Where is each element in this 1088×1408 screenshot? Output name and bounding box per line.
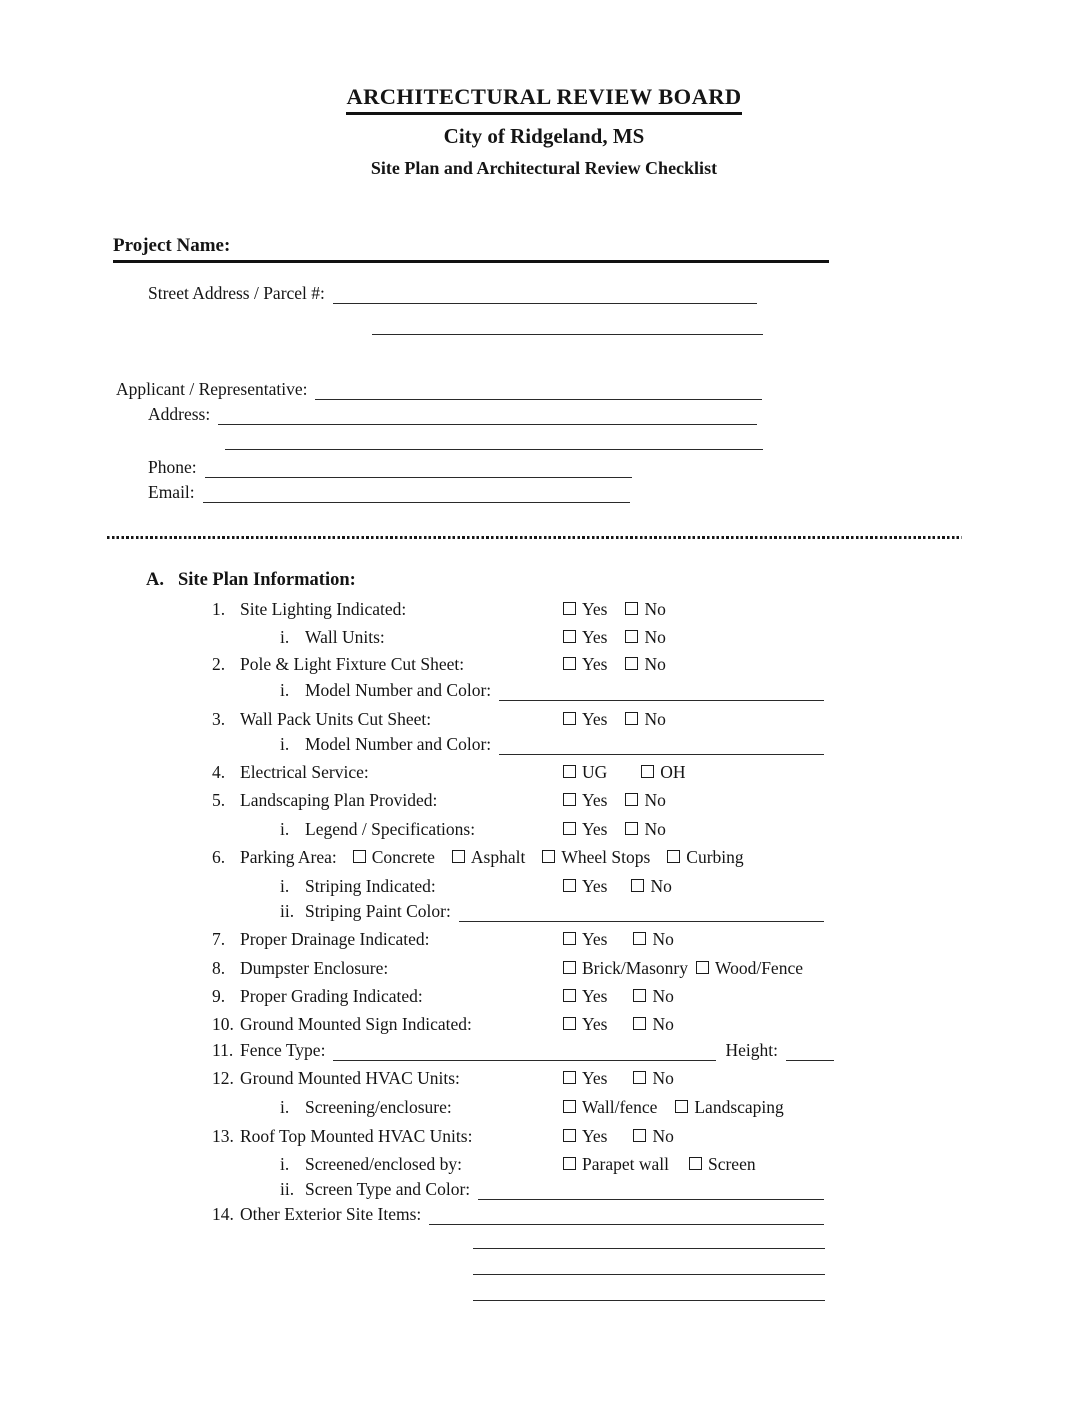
option-group [563, 928, 674, 950]
checklist-row-5 [0, 708, 666, 730]
option-group [563, 1125, 674, 1147]
checkbox-icon[interactable] [563, 961, 576, 974]
item-number: 11. [212, 1040, 234, 1060]
fill-in-field[interactable] [499, 679, 824, 701]
continuation-line[interactable] [473, 1240, 825, 1249]
option-label: No [644, 790, 666, 810]
checkbox-option-concrete[interactable] [353, 846, 435, 868]
checkbox-option-no[interactable] [625, 626, 665, 648]
checklist-row-12-sub [0, 900, 824, 922]
checkbox-option-no[interactable] [633, 1125, 673, 1147]
option-label: No [650, 876, 672, 896]
option-group [563, 875, 672, 897]
option-group [563, 626, 666, 648]
option-label: No [644, 599, 666, 619]
item-number: 1. [212, 599, 226, 619]
checkbox-option-yes[interactable] [563, 928, 607, 950]
checkbox-option-no[interactable] [625, 789, 665, 811]
checkbox-option-no[interactable] [633, 928, 673, 950]
checkbox-icon[interactable] [633, 1017, 646, 1030]
phone-row [148, 456, 632, 478]
item-number: 14. [212, 1204, 234, 1224]
checklist-row-14 [0, 957, 803, 979]
item-number: i. [280, 734, 290, 754]
street-address-field-2[interactable] [372, 312, 763, 335]
item-label: Wall Units: [305, 627, 385, 647]
checkbox-icon[interactable] [563, 712, 576, 725]
checkbox-icon[interactable] [633, 932, 646, 945]
checkbox-icon[interactable] [563, 1100, 576, 1113]
checkbox-icon[interactable] [633, 1129, 646, 1142]
item-label: Screen Type and Color: [305, 1179, 471, 1199]
option-group [563, 957, 803, 979]
checkbox-option-landscaping[interactable] [675, 1096, 783, 1118]
checkbox-option-no[interactable] [633, 1067, 673, 1089]
item-number: i. [280, 627, 290, 647]
item-label: Other Exterior Site Items: [240, 1204, 422, 1224]
option-label: Wood/Fence [714, 958, 803, 978]
option-label: No [644, 627, 666, 647]
checklist-subtitle: Site Plan and Architectural Review Checklist [370, 158, 718, 178]
option-label: Yes [582, 929, 608, 949]
item-number: 13. [212, 1126, 234, 1146]
checkbox-option-no[interactable] [625, 598, 665, 620]
checkbox-icon[interactable] [625, 630, 638, 643]
item-number: 10. [212, 1014, 234, 1034]
checkbox-option-wall-fence[interactable] [563, 1096, 657, 1118]
checkbox-option-yes[interactable] [563, 875, 607, 897]
option-label: Screen [707, 1154, 756, 1174]
option-group [563, 653, 666, 675]
fill-in-field[interactable] [333, 1039, 715, 1061]
option-label: Yes [582, 819, 608, 839]
checkbox-option-no[interactable] [633, 985, 673, 1007]
option-label: Wall/fence [582, 1097, 658, 1117]
checklist-row-22-sub [0, 1178, 824, 1200]
applicant-field[interactable] [315, 378, 762, 400]
item-label: Fence Type: [240, 1040, 326, 1060]
checklist-row-6-sub [0, 733, 824, 755]
option-group [563, 1013, 674, 1035]
option-label: Concrete [371, 847, 435, 867]
applicant-label: Applicant / Representative: [116, 379, 308, 399]
checkbox-option-yes[interactable] [563, 598, 607, 620]
item-number: 8. [212, 958, 226, 978]
checkbox-icon[interactable] [563, 1129, 576, 1142]
item-number: i. [280, 1097, 290, 1117]
checkbox-option-no[interactable] [633, 1013, 673, 1035]
item-label: Striping Paint Color: [305, 901, 451, 921]
checkbox-icon[interactable] [563, 793, 576, 806]
option-label: No [652, 1126, 674, 1146]
continuation-line[interactable] [473, 1292, 825, 1301]
option-label: UG [582, 762, 608, 782]
checkbox-option-no[interactable] [625, 818, 665, 840]
item-number: 9. [212, 986, 226, 1006]
checkbox-option-asphalt[interactable] [452, 846, 525, 868]
checkbox-icon[interactable] [633, 1071, 646, 1084]
page-title-row [0, 84, 1088, 115]
email-row [148, 481, 630, 503]
item-number: 5. [212, 790, 226, 810]
option-label: Parapet wall [582, 1154, 669, 1174]
checkbox-option-yes[interactable] [563, 653, 607, 675]
checkbox-icon[interactable] [696, 961, 709, 974]
item-number: ii. [280, 901, 295, 921]
checkbox-icon[interactable] [689, 1157, 702, 1170]
phone-label: Phone: [148, 457, 197, 477]
fill-in-field[interactable] [459, 900, 824, 922]
option-group [563, 761, 686, 783]
checklist-row-7 [0, 761, 686, 783]
section-title: Site Plan Information: [178, 570, 356, 590]
option-group [563, 1153, 756, 1175]
checklist-row-1 [0, 598, 666, 620]
item-label: Electrical Service: [240, 762, 369, 782]
item-label: Screening/enclosure: [305, 1097, 452, 1117]
fill-in-field[interactable] [429, 1203, 824, 1225]
city-subtitle: City of Ridgeland, MS [443, 124, 645, 148]
checkbox-option-no[interactable] [631, 875, 671, 897]
checklist-row-23 [0, 1203, 824, 1225]
option-label: Yes [582, 599, 608, 619]
item-number: 3. [212, 709, 226, 729]
item-label: Ground Mounted HVAC Units: [240, 1068, 460, 1088]
fill-in-field[interactable] [786, 1039, 834, 1061]
option-label: No [652, 1014, 674, 1034]
phone-field[interactable] [205, 456, 632, 478]
project-name-row [113, 234, 829, 263]
checklist-row-13 [0, 928, 674, 950]
option-label: Yes [582, 876, 608, 896]
item-label: Dumpster Enclosure: [240, 958, 389, 978]
checkbox-icon[interactable] [641, 765, 654, 778]
checkbox-icon[interactable] [563, 1071, 576, 1084]
email-label: Email: [148, 482, 195, 502]
page-title: ARCHITECTURAL REVIEW BOARD [346, 84, 741, 115]
item-label: Screened/enclosed by: [305, 1154, 462, 1174]
checkbox-icon[interactable] [633, 989, 646, 1002]
checklist-row-9-sub [0, 818, 666, 840]
option-group [353, 847, 744, 867]
checkbox-icon[interactable] [625, 793, 638, 806]
checkbox-icon[interactable] [563, 879, 576, 892]
street-address-row [148, 282, 757, 304]
fill-in-field[interactable] [499, 733, 824, 755]
option-label: Asphalt [470, 847, 526, 867]
option-label: Yes [582, 627, 608, 647]
address-label: Address: [148, 404, 211, 424]
checklist-row-16 [0, 1013, 674, 1035]
option-label: Curbing [686, 847, 744, 867]
item-number: 4. [212, 762, 226, 782]
option-group [563, 818, 666, 840]
item-number: i. [280, 1154, 290, 1174]
item-number: ii. [280, 1179, 295, 1199]
checklist-row-11-sub [0, 875, 672, 897]
checklist-row-17 [0, 1039, 834, 1061]
checklist-row-18 [0, 1067, 674, 1089]
checkbox-option-screen[interactable] [689, 1153, 756, 1175]
option-group [563, 1067, 674, 1089]
option-label: Yes [582, 986, 608, 1006]
checklist-row-4-sub [0, 679, 824, 701]
checkbox-icon[interactable] [563, 1157, 576, 1170]
fill-in-field[interactable] [478, 1178, 824, 1200]
project-name-label: Project Name: [113, 235, 231, 256]
checklist-row-3 [0, 653, 666, 675]
option-label: No [644, 819, 666, 839]
item-label: Pole & Light Fixture Cut Sheet: [240, 654, 465, 674]
checkbox-option-yes[interactable] [563, 626, 607, 648]
checkbox-icon[interactable] [675, 1100, 688, 1113]
item-label: Model Number and Color: [305, 734, 492, 754]
item-number: 7. [212, 929, 226, 949]
checklist-row-8 [0, 789, 666, 811]
option-label: No [644, 709, 666, 729]
item-label: Wall Pack Units Cut Sheet: [240, 709, 432, 729]
checkbox-icon[interactable] [563, 822, 576, 835]
checkbox-icon[interactable] [563, 657, 576, 670]
checkbox-option-wheel-stops[interactable] [542, 846, 650, 868]
option-group [563, 789, 666, 811]
option-label: Yes [582, 654, 608, 674]
continuation-line[interactable] [473, 1266, 825, 1275]
option-group [563, 598, 666, 620]
section-a-heading [146, 570, 356, 591]
checkbox-icon[interactable] [625, 657, 638, 670]
option-label: Yes [582, 709, 608, 729]
option-group [563, 708, 666, 730]
item-number: i. [280, 876, 290, 896]
checkbox-icon[interactable] [542, 850, 555, 863]
option-label: No [644, 654, 666, 674]
item-label: Parking Area: [240, 847, 337, 867]
checkbox-option-parapet-wall[interactable] [563, 1153, 669, 1175]
checkbox-option-wood-fence[interactable] [696, 957, 803, 979]
option-label: Yes [582, 1126, 608, 1146]
checkbox-icon[interactable] [631, 879, 644, 892]
checkbox-icon[interactable] [625, 712, 638, 725]
item-number: i. [280, 819, 290, 839]
item-number: 6. [212, 847, 226, 867]
checkbox-option-yes[interactable] [563, 1125, 607, 1147]
option-label: No [652, 986, 674, 1006]
option-group [563, 1096, 784, 1118]
checkbox-icon[interactable] [563, 630, 576, 643]
checkbox-option-curbing[interactable] [667, 846, 743, 868]
checkbox-icon[interactable] [563, 1017, 576, 1030]
street-address-label: Street Address / Parcel #: [148, 283, 325, 303]
option-label: No [652, 929, 674, 949]
checkbox-option-yes[interactable] [563, 789, 607, 811]
checklist-row-15 [0, 985, 674, 1007]
checkbox-icon[interactable] [452, 850, 465, 863]
option-label: Yes [582, 1068, 608, 1088]
option-label: Brick/Masonry [582, 958, 688, 978]
street-address-field[interactable] [333, 282, 757, 304]
option-label: Yes [582, 790, 608, 810]
address-row [148, 403, 757, 425]
option-label: OH [660, 762, 686, 782]
checkbox-option-ug[interactable] [563, 761, 607, 783]
item-label: Striping Indicated: [305, 876, 436, 896]
checkbox-option-yes[interactable] [563, 708, 607, 730]
checklist-row-20 [0, 1125, 674, 1147]
item-label: Roof Top Mounted HVAC Units: [240, 1126, 473, 1146]
checkbox-icon[interactable] [625, 822, 638, 835]
option-label: No [652, 1068, 674, 1088]
item-label: Proper Drainage Indicated: [240, 929, 430, 949]
item-number: i. [280, 680, 290, 700]
item-label: Legend / Specifications: [305, 819, 476, 839]
email-field[interactable] [203, 481, 630, 503]
item-label: Model Number and Color: [305, 680, 492, 700]
checkbox-icon[interactable] [563, 989, 576, 1002]
checkbox-icon[interactable] [625, 602, 638, 615]
checkbox-icon[interactable] [563, 765, 576, 778]
option-group [563, 985, 674, 1007]
item-label: Site Lighting Indicated: [240, 599, 407, 619]
checklist-row-19-sub [0, 1096, 784, 1118]
checkbox-option-yes[interactable] [563, 985, 607, 1007]
checkbox-icon[interactable] [563, 602, 576, 615]
checkbox-option-oh[interactable] [641, 761, 685, 783]
address-field-2[interactable] [225, 427, 763, 450]
option-label: Landscaping [694, 1097, 784, 1117]
option-label: Yes [582, 1014, 608, 1034]
checkbox-option-brick-masonry[interactable] [563, 957, 688, 979]
checkbox-option-yes[interactable] [563, 1067, 607, 1089]
section-letter: A. [146, 570, 164, 590]
checkbox-icon[interactable] [563, 932, 576, 945]
checkbox-icon[interactable] [667, 850, 680, 863]
item-label: Ground Mounted Sign Indicated: [240, 1014, 472, 1034]
item-label: Landscaping Plan Provided: [240, 790, 438, 810]
option-label: Wheel Stops [561, 847, 651, 867]
item-label: Proper Grading Indicated: [240, 986, 423, 1006]
checkbox-option-yes[interactable] [563, 818, 607, 840]
applicant-row [116, 378, 762, 400]
checkbox-option-yes[interactable] [563, 1013, 607, 1035]
checklist-row-2-sub [0, 626, 666, 648]
checklist-row-10 [0, 846, 744, 868]
checkbox-icon[interactable] [353, 850, 366, 863]
item-number: 12. [212, 1068, 234, 1088]
item-number: 2. [212, 654, 226, 674]
checkbox-option-no[interactable] [625, 653, 665, 675]
address-field[interactable] [218, 403, 757, 425]
checkbox-option-no[interactable] [625, 708, 665, 730]
item-label-2: Height: [725, 1040, 778, 1060]
checklist-row-21-sub [0, 1153, 756, 1175]
dotted-section-divider [107, 536, 962, 539]
